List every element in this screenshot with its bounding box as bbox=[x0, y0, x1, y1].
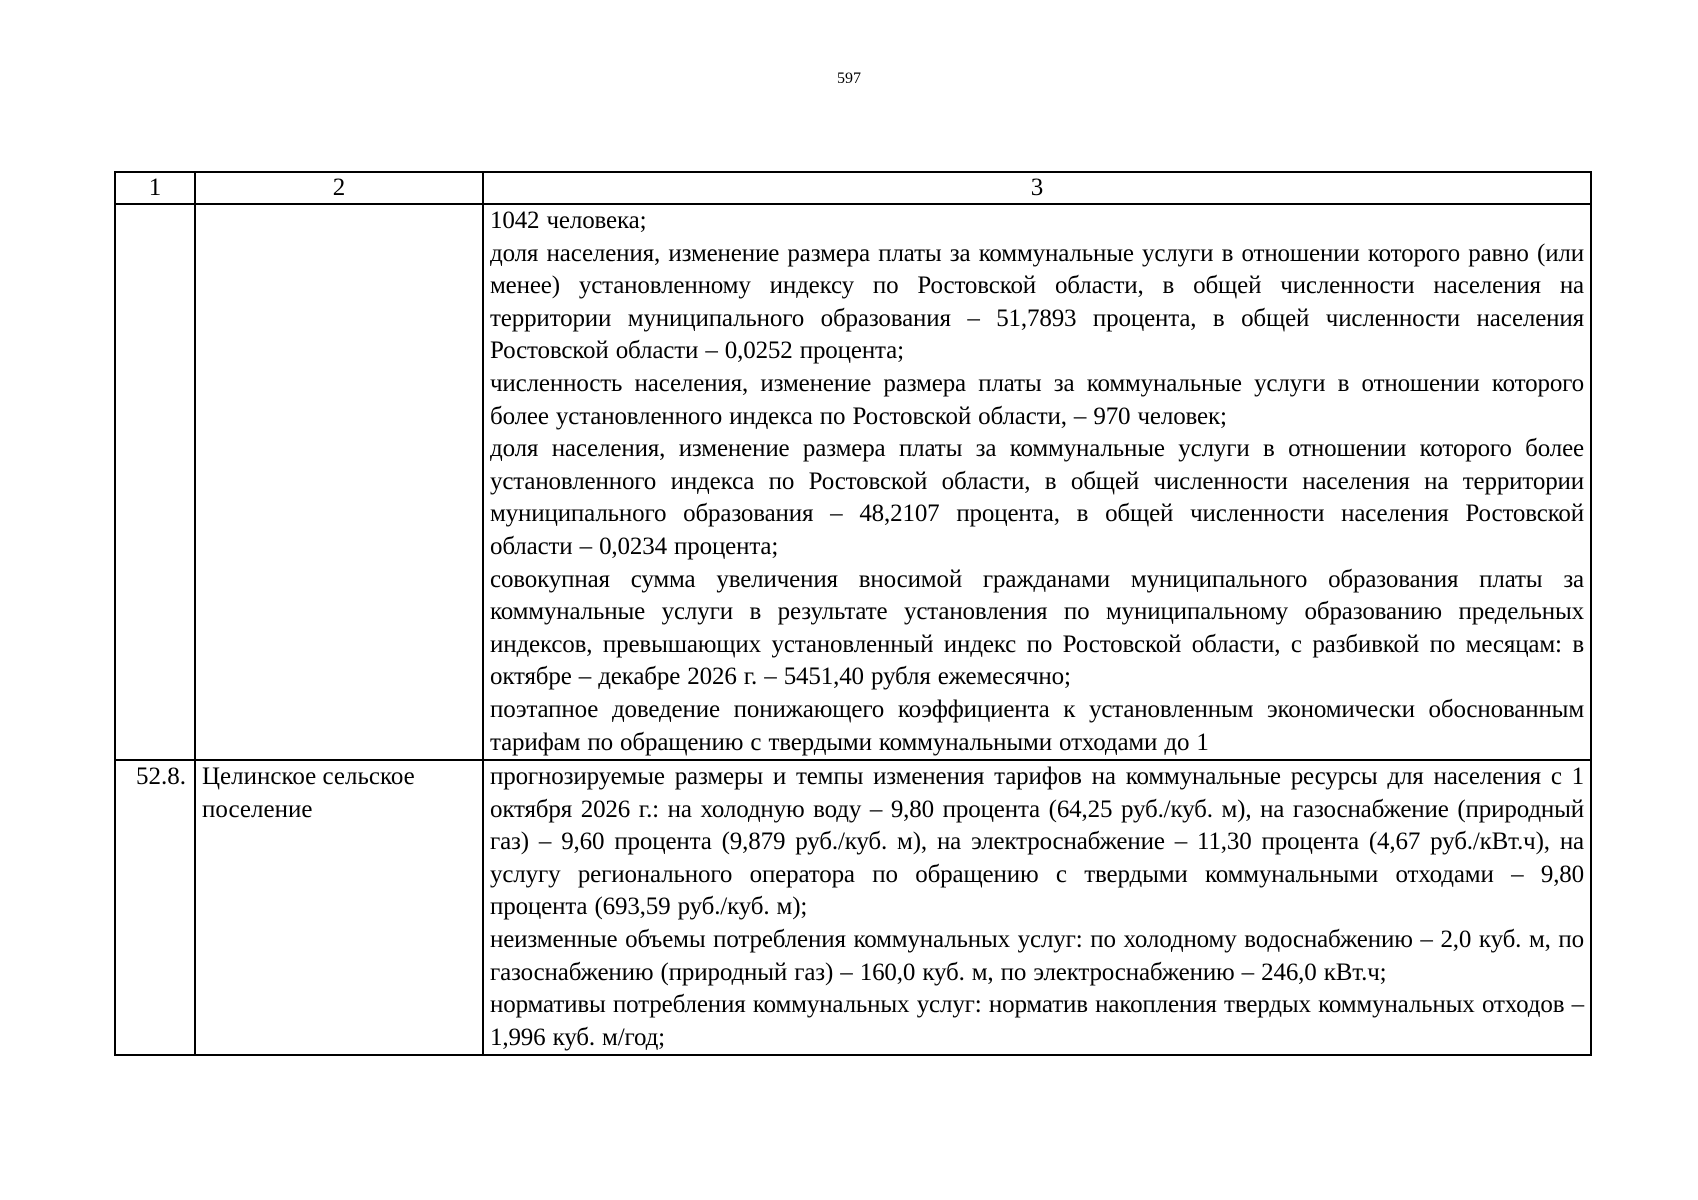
column-header-name: 2 bbox=[195, 172, 483, 204]
column-header-description: 3 bbox=[483, 172, 1591, 204]
table-row bbox=[115, 204, 1591, 760]
row-description-cell bbox=[483, 760, 1591, 1055]
row-name-cell bbox=[195, 204, 483, 760]
description-paragraph: доля населения, изменение размера платы за коммунальные услуги в отношении которого равно (или менее) установленному индексу по Ростовской области, в общей численности населения на территории муниципального образования – 51,7893 процента, в общей численности населения Ростовской области – 0,0252 процента; bbox=[490, 239, 1584, 365]
page-number: 597 bbox=[837, 70, 861, 87]
row-number-cell bbox=[115, 204, 195, 760]
table-row bbox=[115, 760, 1591, 1055]
description-paragraph: численность населения, изменение размера платы за коммунальные услуги в отношении которого более установленного индекса по Ростовской области, – 970 человек; bbox=[490, 369, 1584, 430]
row-description-cell bbox=[483, 204, 1591, 760]
description-paragraph: неизменные объемы потребления коммунальных услуг: по холодному водоснабжению – 2,0 куб. м, по газоснабжению (природный газ) – 160,0 куб. м, по электроснабжению – 246,0 кВт.ч; bbox=[490, 926, 1584, 986]
description-paragraph: доля населения, изменение размера платы за коммунальные услуги в отношении которого более установленного индекса по Ростовской области, в общей численности населения на территории муниципального образования – 48,2107 процента, в общей численности населения Ростовской области – 0,0234 процента; bbox=[490, 435, 1584, 560]
description-paragraph: нормативы потребления коммунальных услуг: норматив накопления твердых коммунальных отходов – 1,996 куб. м/год; bbox=[490, 991, 1584, 1051]
description-paragraph: поэтапное доведение понижающего коэффициента к установленным экономически обоснованным тарифам по обращению с твердыми коммунальными отходами до 1 bbox=[490, 695, 1584, 756]
row-name-cell: Целинское сельское поселение bbox=[195, 760, 483, 1055]
row-number-cell: 52.8. bbox=[115, 760, 195, 1055]
description-paragraph: 1042 человека; bbox=[490, 207, 647, 234]
description-paragraph: прогнозируемые размеры и темпы изменения тарифов на коммунальные ресурсы для населения с 1 октября 2026 г.: на холодную воду – 9,80 процента (64,25 руб./куб. м), на газоснабжение (природный газ) – 9,60 процента (9,879 руб./куб. м), на электроснабжение – 11,30 процента (4,67 руб./кВт.ч), на услугу регионального оператора по обращению с твердыми коммунальными отходами – 9,80 процента (693,59 руб./куб. м); bbox=[490, 763, 1584, 921]
description-paragraph: совокупная сумма увеличения вносимой гражданами муниципального образования платы за коммунальные услуги в результате установления по муниципальному образованию предельных индексов, превышающих установленный индекс по Ростовской области, с разбивкой по месяцам: в октябре – декабре 2026 г. – 5451,40 рубля ежемесячно; bbox=[490, 565, 1584, 691]
table-header-row bbox=[115, 172, 1591, 204]
document-table bbox=[114, 171, 1592, 1056]
column-header-number: 1 bbox=[115, 172, 195, 204]
